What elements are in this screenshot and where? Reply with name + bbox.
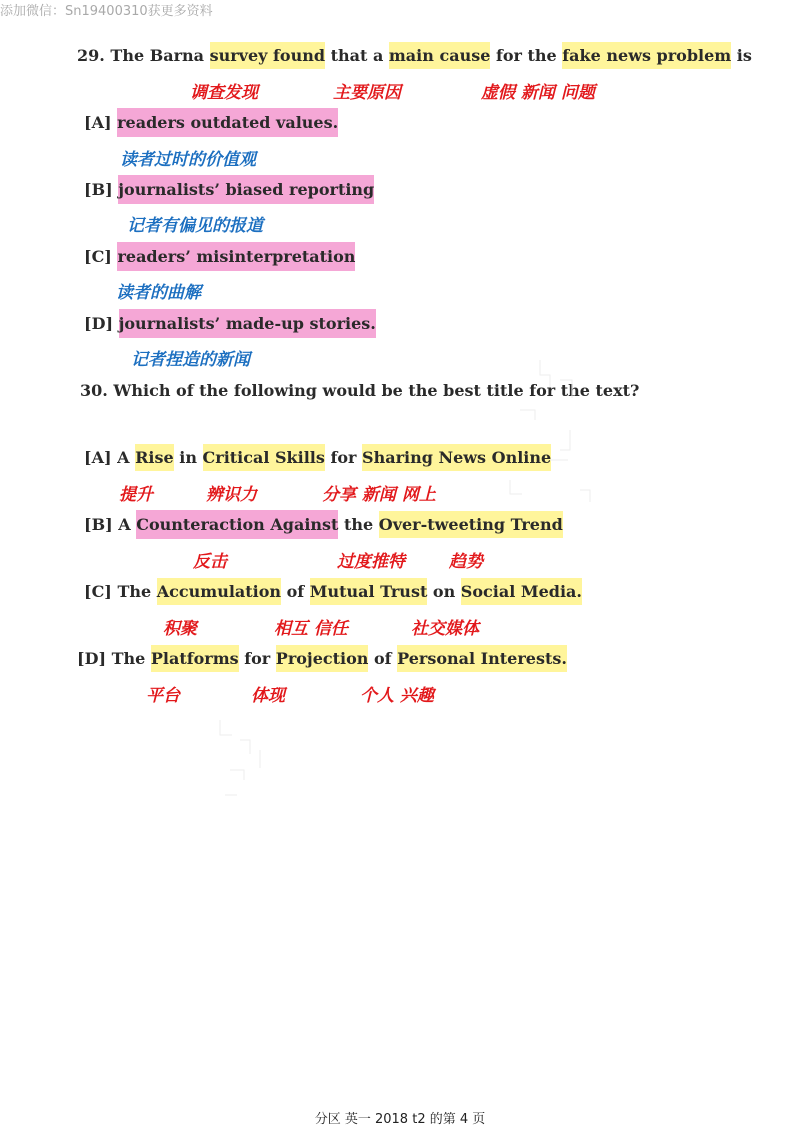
option-text: journalists’ biased reporting <box>118 175 374 204</box>
q29-option-c[interactable] <box>84 243 355 271</box>
option-highlight: Mutual Trust <box>310 578 428 605</box>
q29-highlight-survey: survey found <box>210 42 325 69</box>
option-text: for <box>238 649 276 668</box>
watermark-text: 添加微信：Sn19400310获更多资料 <box>0 4 213 19</box>
option-text: journalists’ made-up stories. <box>119 309 376 338</box>
q29-option-a[interactable] <box>84 109 338 137</box>
q29-highlight-fake-news: fake news problem <box>562 42 731 69</box>
q30-a-note-1: 提升 <box>119 485 153 505</box>
option-highlight: Rise <box>135 444 174 471</box>
option-highlight: Over-tweeting Trend <box>379 511 563 538</box>
q29-stem <box>77 42 752 70</box>
q29-stem-text: for the <box>490 46 563 65</box>
option-text: in <box>173 448 203 467</box>
q29-note-cause: 主要原因 <box>333 83 401 103</box>
q30-a-note-3: 分享 新闻 网上 <box>322 485 436 505</box>
option-text: of <box>368 649 398 668</box>
option-label: [A] A <box>84 448 136 467</box>
q30-d-note-2: 体现 <box>251 686 285 706</box>
q30-option-c[interactable] <box>84 578 582 606</box>
option-highlight: Sharing News Online <box>362 444 551 471</box>
scan-speckle <box>420 340 620 520</box>
scan-speckle <box>200 700 320 820</box>
q30-b-note-2: 过度推特 <box>337 552 405 572</box>
q29-option-a-note: 读者过时的价值观 <box>120 150 256 170</box>
option-highlight: Critical Skills <box>203 444 325 471</box>
q30-d-note-1: 平台 <box>146 686 180 706</box>
option-highlight: Platforms <box>151 645 239 672</box>
option-text: of <box>281 582 310 601</box>
option-text: readers outdated values. <box>117 108 338 137</box>
option-text: readers’ misinterpretation <box>117 242 355 271</box>
option-highlight: Counteraction Against <box>136 510 338 539</box>
q29-note-fake-news: 虚假 新闻 问题 <box>481 83 595 103</box>
q30-c-note-1: 积聚 <box>163 619 197 639</box>
q30-c-note-2: 相互 信任 <box>274 619 348 639</box>
q29-option-d[interactable] <box>84 310 376 338</box>
q29-stem-text: is <box>731 46 752 65</box>
q29-option-b-note: 记者有偏见的报道 <box>127 216 263 236</box>
option-label: [A] <box>84 113 118 132</box>
q29-highlight-cause: main cause <box>389 42 491 69</box>
q29-option-b[interactable] <box>84 176 374 204</box>
q30-a-note-2: 辨识力 <box>206 485 257 505</box>
option-highlight: Personal Interests. <box>397 645 567 672</box>
q30-d-note-3: 个人 兴趣 <box>360 686 434 706</box>
option-label: [C] The <box>84 582 157 601</box>
page-footer: 分区 英一 2018 t2 的第 4 页 <box>314 1112 486 1127</box>
q30-stem: 30. Which of the following would be the best title for the text? <box>80 381 640 400</box>
option-label: [D] The <box>77 649 151 668</box>
option-label: [B] <box>84 180 119 199</box>
q29-stem-text: that a <box>325 46 389 65</box>
option-highlight: Social Media. <box>461 578 582 605</box>
option-label: [B] A <box>84 515 137 534</box>
q29-stem-text: 29. The Barna <box>77 46 210 65</box>
option-highlight: Projection <box>276 645 369 672</box>
q30-b-note-1: 反击 <box>193 552 227 572</box>
option-text: for <box>324 448 363 467</box>
q29-note-survey: 调查发现 <box>190 83 258 103</box>
q30-c-note-3: 社交媒体 <box>411 619 479 639</box>
q29-option-d-note: 记者捏造的新闻 <box>131 350 250 370</box>
option-text: on <box>427 582 461 601</box>
option-highlight: Accumulation <box>157 578 281 605</box>
q30-option-d[interactable] <box>77 645 567 673</box>
q29-option-c-note: 读者的曲解 <box>116 283 201 303</box>
option-label: [D] <box>84 314 119 333</box>
option-text: the <box>338 515 379 534</box>
q30-b-note-3: 趋势 <box>449 552 483 572</box>
option-label: [C] <box>84 247 118 266</box>
